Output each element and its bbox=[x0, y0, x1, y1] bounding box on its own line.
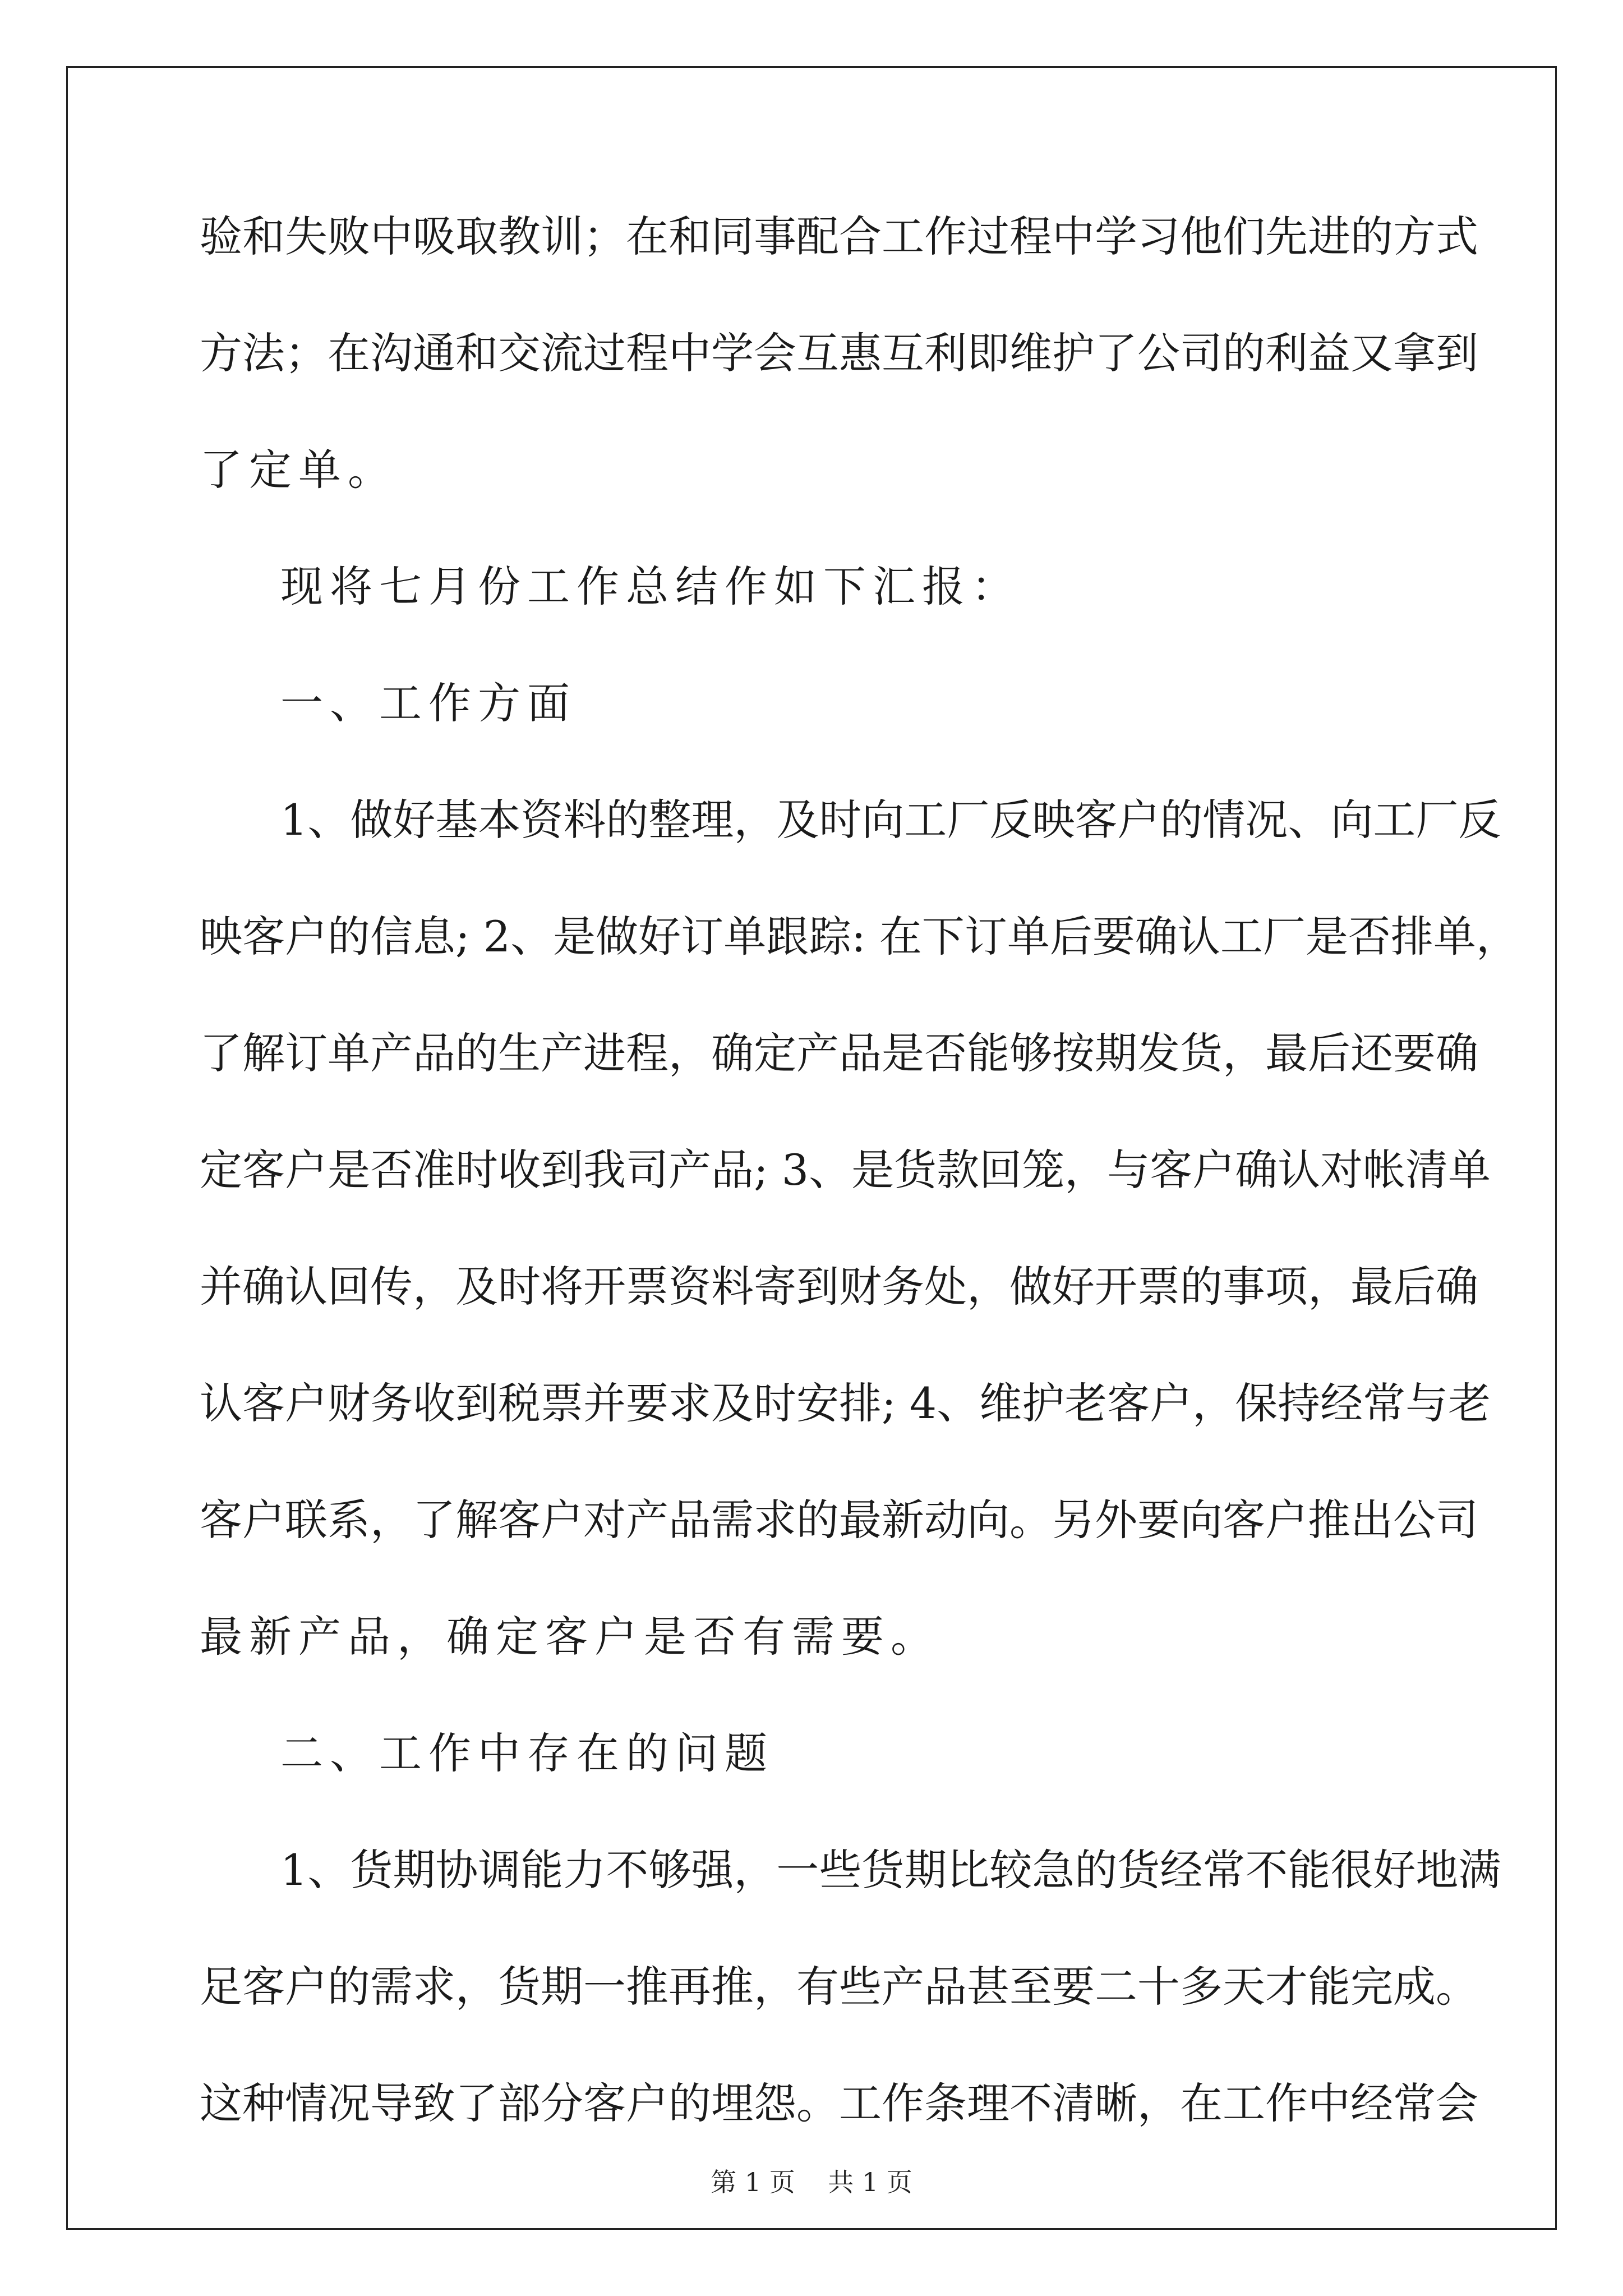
body-text-line: 足客户的需求，货期一推再推，有些产品甚至要二十多天才能完成。 bbox=[200, 1962, 1478, 2012]
body-text-line: 方法；在沟通和交流过程中学会互惠互利即维护了公司的利益又拿到 bbox=[200, 328, 1478, 378]
body-text-line: 1、货期协调能力不够强，一些货期比较急的货经常不能很好地满 bbox=[280, 1845, 1501, 1895]
body-text-line: 这种情况导致了部分客户的埋怨。工作条理不清晰，在工作中经常会 bbox=[200, 2078, 1478, 2128]
body-text-line: 映客户的信息; 2、是做好订单跟踪: 在下订单后要确认工厂是否排单， bbox=[200, 912, 1519, 961]
body-text-line: 1、做好基本资料的整理，及时向工厂反映客户的情况、向工厂反 bbox=[280, 795, 1501, 845]
body-text-line: 定客户是否准时收到我司产品; 3、是货款回笼，与客户确认对帐清单 bbox=[200, 1145, 1491, 1195]
body-text-line: 客户联系，了解客户对产品需求的最新动向。另外要向客户推出公司 bbox=[200, 1495, 1478, 1545]
section-heading-2: 二、工作中存在的问题 bbox=[280, 1728, 774, 1778]
body-text-line: 并确认回传，及时将开票资料寄到财务处，做好开票的事项，最后确 bbox=[200, 1262, 1478, 1312]
body-text-line: 认客户财务收到税票并要求及时安排; 4、维护老客户，保持经常与老 bbox=[200, 1378, 1491, 1428]
body-text-line: 了解订单产品的生产进程，确定产品是否能够按期发货，最后还要确 bbox=[200, 1028, 1478, 1078]
page-number-footer: 第 1 页 共 1 页 bbox=[711, 2167, 912, 2197]
body-text-line: 了定单。 bbox=[200, 445, 397, 495]
section-heading-1: 一、工作方面 bbox=[280, 678, 577, 728]
body-text-line: 最新产品，确定客户是否有需要。 bbox=[200, 1612, 940, 1662]
body-text-line: 验和失败中吸取教训；在和同事配合工作过程中学习他们先进的方式 bbox=[200, 211, 1478, 261]
paragraph-intro: 现将七月份工作总结作如下汇报： bbox=[280, 562, 1021, 611]
